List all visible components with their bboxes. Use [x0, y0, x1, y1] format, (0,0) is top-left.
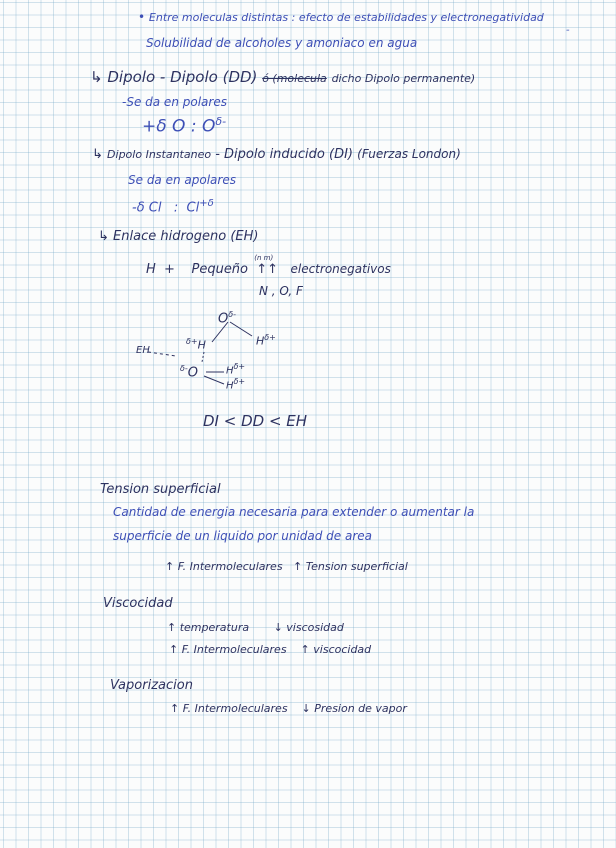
tension-def-line2: superficie de un liquido por unidad de area [113, 529, 373, 543]
up-arrows-icon: ↑↑ [256, 262, 279, 277]
di-sub: Se da en apolares [128, 173, 236, 187]
di-example-left: -δ Cl [132, 200, 162, 216]
tension-def-line1: Cantidad de energia necesaria para extender o aumentar la [113, 505, 475, 519]
h-left [186, 337, 206, 352]
h-bottom1-label: H [226, 365, 234, 377]
eh-title: Enlace hidrogeno (EH) [113, 229, 259, 244]
h-bottom2-charge: δ+ [233, 377, 246, 386]
h-left-charge: δ+ [186, 337, 198, 346]
h-right-charge: δ+ [264, 333, 276, 342]
h-right-label: H [256, 334, 265, 348]
di-example-sup: +δ [199, 198, 214, 209]
visc-rel2-a: F. Intermoleculares [181, 643, 287, 656]
di-title: - Dipolo inducido (DI) [215, 147, 353, 162]
tension-title: Tension superficial [100, 482, 221, 497]
up-arrow-icon: ↑ [170, 702, 180, 715]
down-arrow-icon: ↓ [273, 621, 283, 634]
visc-rel2-b: viscocidad [313, 643, 372, 656]
eh-elements: N , O, F [259, 284, 303, 298]
o-top [218, 310, 236, 327]
visc-rel1-a: temperatura [179, 621, 250, 634]
up-arrow-icon: ↑ [300, 643, 310, 656]
eh-plus: + [164, 262, 175, 277]
h-left-label: H [197, 338, 206, 352]
eh-above: (n m) [254, 254, 274, 262]
solubility-line: Solubilidad de alcoholes y amoniaco en agua [146, 36, 418, 50]
tension-rel-b: Tension superficial [305, 560, 408, 573]
vaporization-title: Vaporizacion [110, 678, 193, 693]
di-forces: (Fuerzas London) [357, 147, 461, 161]
arrow-icon: ↳ [90, 68, 103, 86]
arrow-icon: ↳ [92, 147, 103, 162]
di-heading [92, 148, 461, 163]
dd-example-left: +δ O : O [142, 116, 216, 137]
o-top-label: O [218, 311, 229, 327]
eh-line [146, 254, 391, 278]
dd-heading [90, 69, 475, 86]
di-example [132, 198, 214, 216]
h-bottom1-charge: δ+ [233, 362, 246, 371]
strength-order: DI < DD < EH [203, 412, 308, 430]
eh-h: H [146, 262, 156, 277]
di-example-right: Cl [186, 200, 200, 216]
up-arrow-icon: ↑ [169, 643, 179, 656]
dd-example-right: δ- [215, 115, 227, 128]
dd-title: Dipolo - Dipolo (DD) [107, 68, 258, 86]
vap-rel-a: F. Intermoleculares [182, 702, 288, 715]
up-arrow-icon: ↑ [167, 621, 177, 634]
di-struck: Dipolo Instantaneo [107, 148, 212, 161]
h-right [256, 333, 276, 348]
tension-rel-a: F. Intermoleculares [177, 560, 283, 573]
arrow-icon: ↳ [98, 229, 109, 244]
o-bottom [180, 364, 198, 381]
dd-note: dicho Dipolo permanente) [331, 72, 476, 85]
hbond-dashed [202, 352, 204, 362]
viscosity-relation-1 [167, 622, 344, 635]
h-bottom2 [226, 377, 245, 392]
o-bottom-charge: δ- [180, 364, 188, 373]
eh-rest: electronegativos [290, 262, 391, 276]
h-bottom1 [226, 362, 245, 377]
viscosity-title: Viscocidad [103, 596, 173, 611]
eh-text: Pequeño [191, 262, 249, 277]
visc-rel1-b: viscosidad [286, 621, 344, 634]
vaporization-relation [170, 703, 407, 716]
eh-pointer-arrow [148, 352, 176, 356]
bond-o-h-bottom2 [204, 376, 224, 384]
tension-relation [165, 561, 408, 574]
vap-rel-b: Presion de vapor [314, 702, 407, 715]
eh-diagram-label: EH [136, 345, 150, 356]
up-arrow-icon: ↑ [165, 560, 175, 573]
h-bottom2-label: H [226, 380, 234, 392]
dd-sub: -Se da en polares [122, 95, 227, 109]
intro-line [138, 11, 544, 25]
intro-note: - [566, 25, 570, 36]
di-example-sep: : [173, 200, 179, 216]
up-arrow-icon: ↑ [293, 560, 303, 573]
down-arrow-icon: ↓ [301, 702, 311, 715]
dd-example [142, 116, 226, 137]
o-top-charge: δ- [228, 310, 237, 319]
eh-heading [98, 230, 258, 245]
bullet: • [138, 10, 146, 24]
o-bottom-label: O [187, 365, 199, 381]
viscosity-relation-2 [169, 644, 371, 657]
eh-up-wrap [254, 254, 282, 277]
intro-text: Entre moleculas distintas : efecto de estabilidades y electronegatividad [148, 11, 544, 24]
dd-struck: ó (molecula [262, 72, 327, 85]
